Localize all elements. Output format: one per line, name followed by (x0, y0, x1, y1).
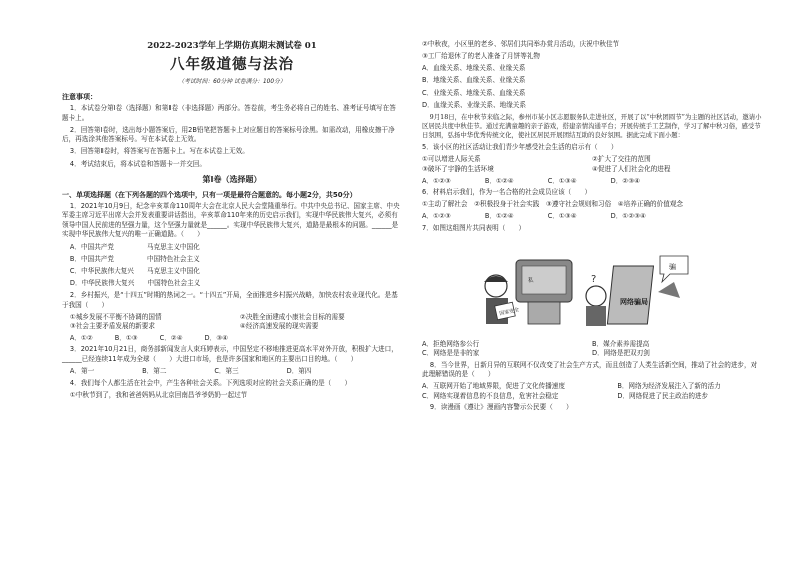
question-8-stem: 8．当今世界，日新月异的互联网不仅改变了社会生产方式，而且创造了人类生活新空间，推动了社会的进步，对此理解错误的是（ ） (422, 360, 758, 379)
note-item: 3．回答第Ⅱ卷时，将答案写在答题卡上。写在本试卷上无效。 (69, 147, 249, 156)
q5-option-a: A．①②③ (422, 176, 451, 185)
q4-option-c: C．业缘关系、地缘关系、血缘关系 (422, 88, 526, 97)
q2-sub-1: ①城乡发展不平衡不协调的国情 (69, 312, 162, 321)
q7-options (422, 340, 762, 359)
q1-option-c: C．中华民族伟大复兴 马克思主义中国化 (69, 266, 200, 275)
q6-sub-items: ①主动了解社会 ②积极投身于社会实践 ③遵守社会规则和习俗 ④培养正确的价值观念 (422, 200, 684, 209)
q5-sub-3: ③破坏了宇静的生活环境 (422, 164, 494, 173)
question-1-stem: 1．2021年10月9日，纪念辛亥革命110周年大会在北京人民大会堂隆重举行。中共中央总书记、国家主席、中央军委主席习近平出席大会并发表重要讲话指出，辛亥革命110年来的历史启示我们，实现中华民族伟大复兴，必须有领导中国人民前进的坚强力量，这个坚强力量就是______。实现中华民族伟大复兴，道路是最根本的问题。______是实现中华民族伟大复兴的唯一正确道路。（ ） (62, 201, 400, 239)
q2-sub-items (62, 313, 402, 332)
question-7-stem: 7．如图这组图片共同表明（ ） (422, 223, 526, 232)
left-column (62, 38, 402, 403)
note-item: 4．考试结束后，将本试卷和答题卡一并交回。 (69, 159, 206, 168)
cartoon-person-head-icon (586, 286, 606, 306)
q1-option-a: A．中国共产党 马克思主义中国化 (69, 242, 200, 251)
cartoon-bubble-label: 骗 (669, 263, 676, 272)
q2-option-c: C．②④ (159, 333, 183, 342)
question-5-stem: 5．该小区的社区活动让我们青少年感受社会生活的启示有（ ） (422, 143, 618, 152)
material-text: 9月18日，在中秋节来临之际，参州市某小区志愿服务队走进社区，开展了以“中秋团圆节”为主题的社区活动，邀请小区居民共度中秋佳节。通过充满童趣的亲子游戏，搭建亲情沟通平台；开展传统手工艺制作，学习了解中秋习俗，感受节日氛围，弘扬中华优秀传统文化，使社区居民开展团结互助的良好氛围。据此完成下面小题： (422, 112, 762, 140)
q2-sub-3: ③社会主要矛盾发展的新要求 (69, 322, 155, 331)
q4-sub-2: ②中秋夜，小区里的老乡、邻居们共同举办赏月活动，庆祝中秋佳节 (422, 40, 620, 48)
q5-sub-items (422, 155, 762, 174)
q2-option-b: B．①③ (114, 333, 138, 342)
question-4-stem: 4．我们每个人都生活在社会中，产生各种社会关系。下列选项对应的社会关系正确的是（ ） (69, 378, 352, 387)
q6-option-b: B．①②④ (484, 212, 514, 221)
cartoon-question-icon: ? (591, 274, 597, 286)
q2-option-d: D．③④ (204, 333, 229, 342)
question-2-stem: 2．乡村振兴，是“十四五”时期的热词之一。“十四五”开局，全面推进乡村振兴战略，加快农村农业现代化。是基于我国（ ） (62, 291, 398, 309)
q4-sub-3: ③工厂给退休了的老人准备了月饼等礼物 (422, 52, 541, 61)
note-item: 2．回答第Ⅰ卷时，选出每小题答案后，用2B铅笔把答题卡上对应题目的答案标号涂黑。如需改动，用橡皮擦干净后，再选涂其他答案标号。写在本试卷上无效。 (62, 125, 395, 144)
q7-option-a: A．拒绝网络参公行 (422, 339, 480, 348)
q6-option-c: C．①③④ (547, 212, 577, 221)
q5-options (422, 177, 762, 187)
cartoon-sign-label: 国家安全 (498, 307, 520, 318)
q2-option-a: A．①② (69, 333, 93, 342)
q7-option-c: C．网络是是非的家 (422, 349, 480, 358)
q8-option-c: C．网络实现着信息的不良信息，危害社会稳定 (422, 391, 559, 400)
q2-sub-4: ④经济高速发展的现实需要 (239, 322, 319, 331)
q5-sub-4: ④促进了人们社会化的进程 (592, 164, 671, 173)
right-column (422, 40, 762, 416)
question-6-stem: 6．材料启示我们，作为一名合格的社会成员应该（ ） (422, 188, 592, 197)
q6-option-d: D．①②③④ (610, 212, 646, 221)
q6-options (422, 212, 762, 222)
q4-option-a: A．血缘关系、地缘关系、业缘关系 (422, 64, 526, 73)
q5-option-b: B．①②④ (484, 176, 514, 185)
q2-options (62, 334, 402, 344)
q8-option-a: A．互联网开始了地域界限，促进了文化传播速度 (422, 382, 565, 391)
notes-title: 注意事项： (62, 92, 97, 101)
cartoon-network-box-icon (607, 266, 653, 324)
exam-info: （考试时间：60分钟 试卷满分：100分） (178, 79, 286, 86)
q4-sub-1: ①中秋节到了，我和爸爸妈妈从北京回南昌爷爷奶奶一起过节 (69, 390, 248, 399)
question-3-stem: 3．2021年10月21日，商务部新闻发言人束珏婷表示，中国坚定不移地推进更高水平对外开放，积极扩大进口，______已经连续11年成为全球（ ）大进口市场，也是许多国家和地区的主要出口目的地。（ ） (62, 345, 398, 364)
q5-sub-2: ②扩大了交往的范围 (592, 155, 651, 164)
q4-option-b: B．地缘关系、血缘关系、业缘关系 (422, 76, 526, 85)
q6-option-a: A．①②③ (422, 212, 451, 221)
note-item: 1．本试卷分第Ⅰ卷（选择题）和第Ⅱ卷（非选择题）两部分。答卷前，考生务必将自己的姓名、准考证号填写在答题卡上。 (62, 104, 396, 122)
subject-title: 八年级道德与法治 (170, 56, 294, 74)
cartoon-person-body-icon (586, 306, 606, 326)
q5-option-d: D．②③④ (610, 176, 641, 185)
cartoon-screen-label: 私 (528, 278, 534, 285)
q3-option-d: D．第四 (286, 367, 312, 376)
q7-option-b: B．媒介素养需提高 (592, 339, 650, 348)
cartoon-box-label: 网络骗局 (620, 298, 648, 307)
q5-sub-1: ①可以增进人际关系 (422, 155, 481, 164)
q5-option-c: C．①③④ (547, 176, 577, 185)
q8-options (422, 382, 762, 401)
q1-option-b: B．中国共产党 中国特色社会主义 (69, 254, 200, 263)
q3-options (62, 367, 402, 377)
q8-option-b: B．网络为经济发展注入了新的活力 (617, 382, 721, 391)
q1-option-d: D．中华民族伟大复兴 中国特色社会主义 (69, 279, 201, 287)
section-intro: 一、单项选择题（在下列各题的四个选项中，只有一项是最符合题意的。每小题2分，共50分） (62, 190, 357, 199)
q8-option-d: D．网络促进了民主政治的进步 (617, 391, 709, 400)
exam-title: 2022-2023学年上学期仿真期末测试卷 01 (147, 41, 317, 51)
section-title: 第Ⅰ卷（选择题） (202, 175, 262, 185)
q3-option-a: A．第一 (69, 367, 95, 376)
question-9-stem: 9．读漫画《遵让》漫画内容警示公民要（ ） (429, 403, 573, 412)
q7-cartoon-image (474, 242, 694, 330)
q7-option-d: D．网络是把双刃剑 (592, 349, 650, 358)
q4-option-d: D．血缘关系、业缘关系、地缘关系 (422, 100, 526, 109)
q3-option-c: C．第三 (214, 367, 239, 376)
q2-sub-2: ②决胜全面建成小康社会目标的需要 (239, 312, 345, 321)
q3-option-b: B．第二 (142, 367, 167, 376)
